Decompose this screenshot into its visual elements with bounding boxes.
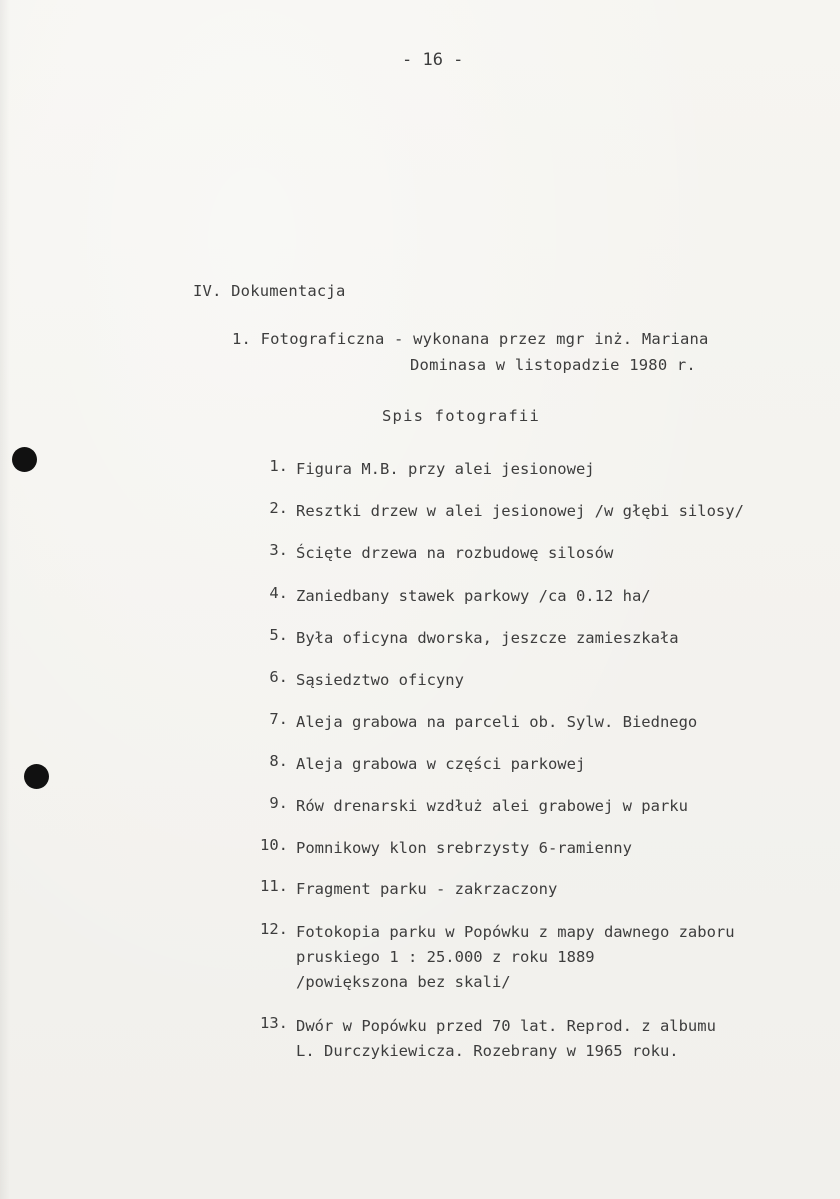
photo-list-item (269, 794, 688, 819)
photo-list-item (260, 877, 558, 902)
photo-item-text: Rów drenarski wzdłuż alei grabowej w parku (296, 797, 688, 815)
photo-item-text: Fragment parku - zakrzaczony (296, 880, 558, 898)
photo-item-text: Fotokopia parku w Popówku z mapy dawnego zaboru (296, 923, 735, 941)
photo-item-number: 7. (269, 710, 288, 728)
photo-list-item (269, 541, 614, 566)
punch-hole-bottom (24, 764, 49, 789)
photo-list-item (269, 752, 586, 777)
page-edge-shadow (0, 0, 10, 1199)
photo-list-item (269, 499, 744, 524)
photo-item-text: Dwór w Popówku przed 70 lat. Reprod. z albumu (296, 1017, 716, 1035)
photo-item-number: 9. (269, 794, 288, 812)
photo-list-title: Spis fotografii (382, 407, 540, 425)
photo-item-number: 10. (260, 836, 288, 854)
photo-item-number: 13. (260, 1014, 288, 1032)
photo-list-item (260, 836, 632, 861)
photo-item-text: Była oficyna dworska, jeszcze zamieszkała (296, 629, 679, 647)
photo-list-item (269, 668, 464, 693)
photo-list-item (269, 457, 595, 482)
photo-item-text: L. Durczykiewicza. Rozebrany w 1965 roku. (296, 1042, 679, 1060)
photo-item-number: 1. (269, 457, 288, 475)
documentation-line-2: Dominasa w listopadzie 1980 r. (410, 356, 696, 374)
photo-item-number: 11. (260, 877, 288, 895)
photo-item-number: 4. (269, 584, 288, 602)
section-heading: IV. Dokumentacja (193, 282, 346, 300)
photo-item-number: 2. (269, 499, 288, 517)
photo-item-text: Aleja grabowa w części parkowej (296, 755, 586, 773)
photo-item-number: 3. (269, 541, 288, 559)
photo-item-text: Figura M.B. przy alei jesionowej (296, 460, 595, 478)
photo-item-text: Zaniedbany stawek parkowy /ca 0.12 ha/ (296, 587, 651, 605)
photo-item-text: Ścięte drzewa na rozbudowę silosów (296, 544, 614, 562)
photo-item-number: 5. (269, 626, 288, 644)
photo-item-text: Pomnikowy klon srebrzysty 6-ramienny (296, 839, 632, 857)
photo-item-text: Aleja grabowa na parceli ob. Sylw. Biednego (296, 713, 698, 731)
documentation-line-1: 1. Fotograficzna - wykonana przez mgr inż. Mariana (232, 330, 709, 348)
photo-item-text: pruskiego 1 : 25.000 z roku 1889 (296, 948, 595, 966)
photo-item-text: /powiększona bez skali/ (296, 973, 511, 991)
photo-list-item (269, 584, 651, 609)
page-number: - 16 - (402, 50, 464, 70)
photo-item-number: 6. (269, 668, 288, 686)
punch-hole-top (12, 447, 37, 472)
photo-item-text: Sąsiedztwo oficyny (296, 671, 464, 689)
photo-item-text: Resztki drzew w alei jesionowej /w głębi silosy/ (296, 502, 744, 520)
photo-item-number: 12. (260, 920, 288, 938)
photo-list-item (260, 920, 735, 995)
photo-list-item (260, 1014, 716, 1064)
photo-list-item (269, 626, 679, 651)
photo-item-number: 8. (269, 752, 288, 770)
photo-list-item (269, 710, 698, 735)
